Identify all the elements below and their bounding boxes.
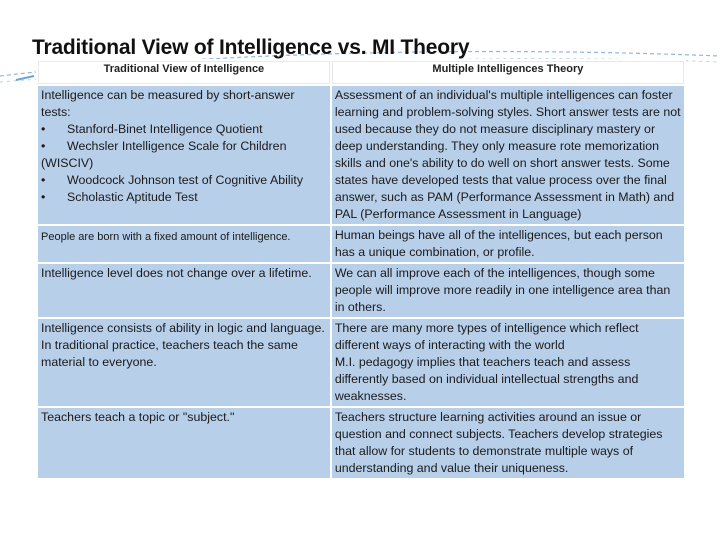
bullet: • <box>41 122 46 136</box>
row1-traditional-cell <box>38 86 330 224</box>
row5-mi-cell: Teachers structure learning activities around an issue or question and connect subjects. Teachers develop strategies that allow for students to demonstrate multiple ways of understanding and value their uniqueness. <box>332 408 684 478</box>
row3-traditional-cell: Intelligence level does not change over a lifetime. <box>38 264 330 317</box>
table-row <box>38 408 684 478</box>
bullet: • <box>41 190 46 204</box>
list-item <box>41 121 327 138</box>
row4-mi-cell <box>332 319 684 406</box>
list-item <box>41 138 327 172</box>
row2-mi-cell: Human beings have all of the intelligences, but each person has a unique combination, or profile. <box>332 226 684 262</box>
table-row <box>38 264 684 317</box>
row2-traditional-cell: People are born with a fixed amount of intelligence. <box>38 226 330 262</box>
table-row <box>38 226 684 262</box>
row1-mi-cell: Assessment of an individual's multiple intelligences can foster learning and problem-solving styles. Short answer tests are not used because they do not measure disciplinary mastery or deep understanding. They only measure rote memorization skills and one's ability to do well on short answer tests. Some states have developed tests that value process over the final answer, such as PAM (Performance Assessment in Math) and PAL (Performance Assessment in Language) <box>332 86 684 224</box>
list-item-text: Scholastic Aptitude Test <box>67 190 198 204</box>
row4-line-1: Intelligence consists of ability in logic and language. <box>41 321 325 335</box>
row5-traditional-cell: Teachers teach a topic or "subject." <box>38 408 330 478</box>
list-item <box>41 172 327 189</box>
row1-intro-text: Intelligence can be measured by short-answer tests: <box>41 88 295 119</box>
row4-mi-line-1: There are many more types of intelligence which reflect different ways of interacting with the world <box>334 321 639 352</box>
row3-mi-cell: We can all improve each of the intelligences, though some people will improve more readily in one intelligence area than in others. <box>332 264 684 317</box>
header-mi-theory: Multiple Intelligences Theory <box>332 61 684 84</box>
list-item-text: Stanford-Binet Intelligence Quotient <box>67 122 263 136</box>
list-item <box>41 189 327 206</box>
table-header-row <box>38 61 684 84</box>
bullet: • <box>41 139 46 153</box>
comparison-table <box>36 59 686 480</box>
bullet: • <box>41 173 46 187</box>
row4-line-2: In traditional practice, teachers teach the same material to everyone. <box>41 338 298 369</box>
list-item-text: Woodcock Johnson test of Cognitive Ability <box>67 173 304 187</box>
row4-mi-line-2: M.I. pedagogy implies that teachers teach and assess differently based on individual intellectual strengths and weaknesses. <box>334 355 639 403</box>
row4-traditional-cell <box>38 319 330 406</box>
list-item-text: Wechsler Intelligence Scale for Children (WISCIV) <box>41 139 287 170</box>
table-row <box>38 319 684 406</box>
table-row <box>38 86 684 224</box>
header-traditional-view: Traditional View of Intelligence <box>38 61 330 84</box>
page-title: Traditional View of Intelligence vs. MI Theory <box>32 36 470 59</box>
